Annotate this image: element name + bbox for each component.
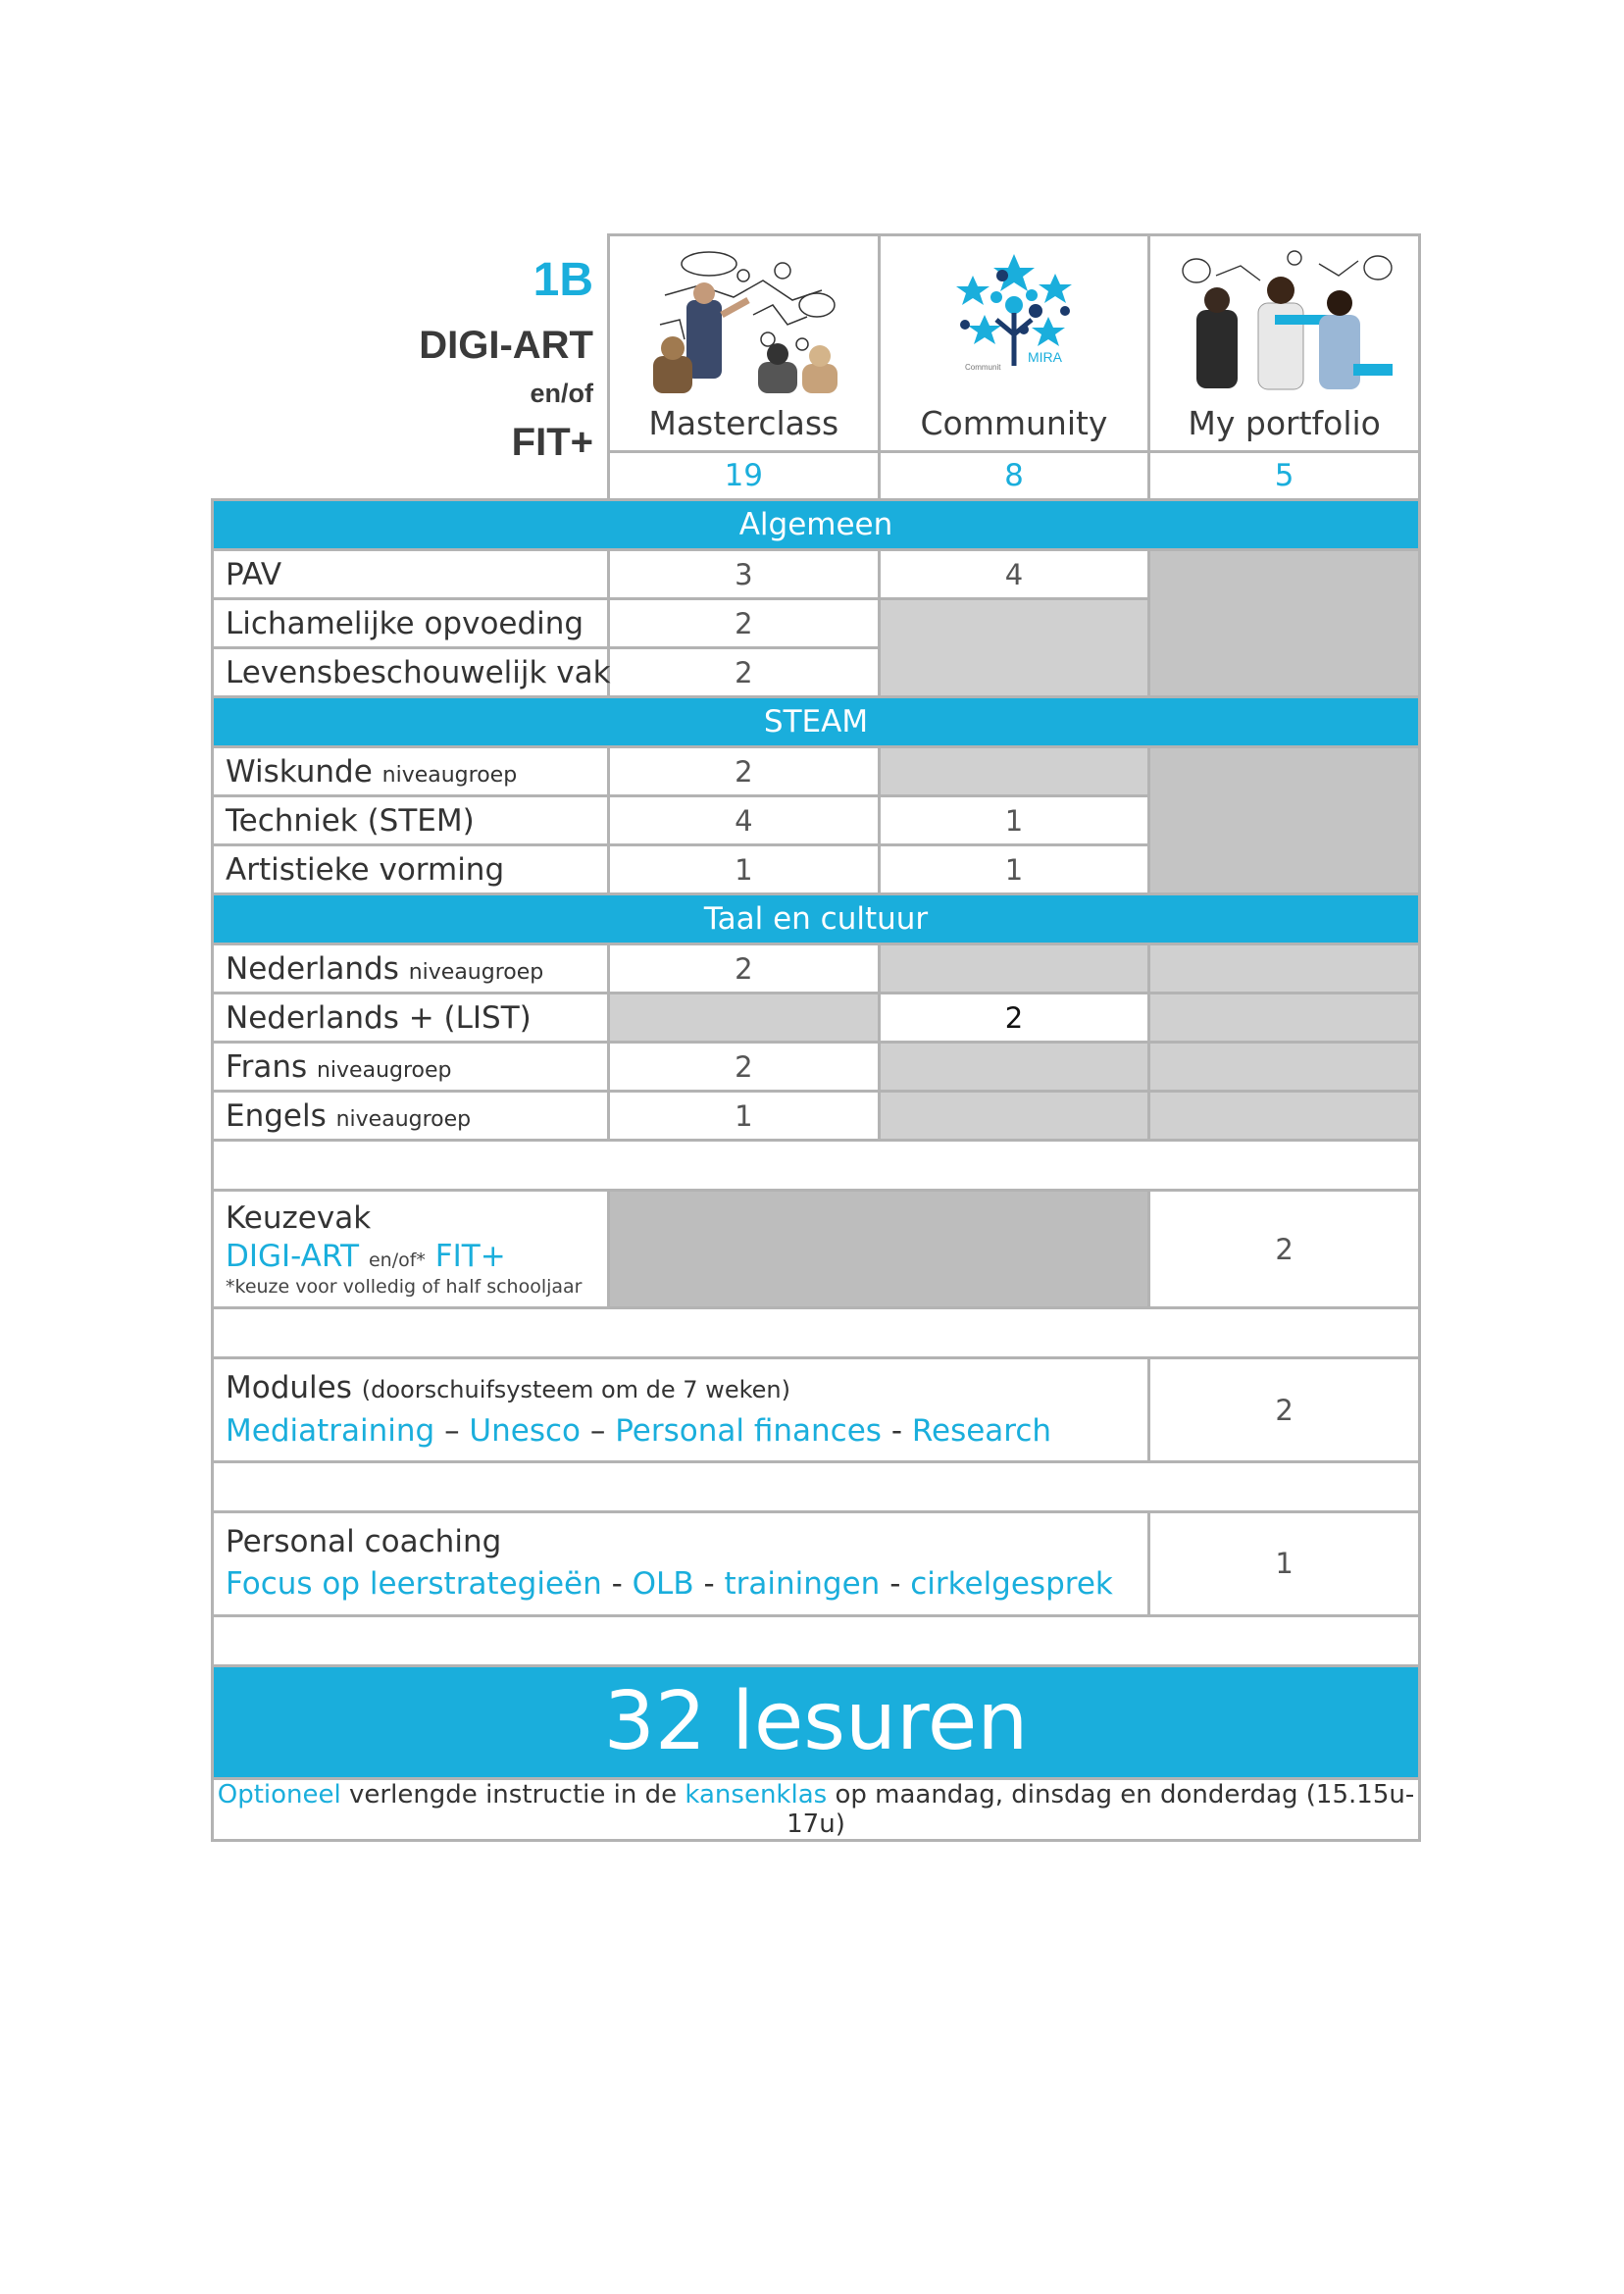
coaching-separator: - [611, 1566, 623, 1603]
subject-artistieke: Artistieke vorming [213, 845, 609, 894]
section-algemeen [213, 500, 1420, 550]
module-item: Unesco [469, 1412, 581, 1449]
option-separator: en/of* [368, 1249, 426, 1271]
value-masterclass: 2 [608, 599, 879, 648]
coaching-separator: - [889, 1566, 901, 1603]
value-community: 1 [879, 845, 1149, 894]
modules-title: Modules [226, 1370, 352, 1406]
footer-kansenklas: kansenklas [685, 1779, 828, 1810]
module-separator: – [589, 1412, 606, 1449]
hours-masterclass: 19 [608, 452, 879, 500]
modules-row [213, 1358, 1420, 1462]
value-community: 2 [879, 994, 1149, 1043]
table-row [213, 747, 1420, 796]
title-en-of: en/of [530, 378, 593, 408]
empty-cell [1149, 994, 1420, 1043]
total-row [213, 1665, 1420, 1778]
program-title [213, 235, 609, 500]
option-fit: FIT+ [434, 1238, 506, 1274]
keuzevak-hours: 2 [1149, 1191, 1420, 1308]
subject-wiskunde [213, 747, 609, 796]
subject-lo: Lichamelijke opvoeding [213, 599, 609, 648]
total-hours: 32 lesuren [213, 1665, 1420, 1778]
coaching-cell [213, 1512, 1149, 1616]
coaching-item: trainingen [724, 1566, 881, 1603]
spacer-row [213, 1141, 1420, 1191]
table-row [213, 944, 1420, 994]
section-title-steam: STEAM [213, 697, 1420, 747]
spacer-cell [213, 1615, 1420, 1665]
students-photo-image [1172, 246, 1397, 393]
track-portfolio [1149, 235, 1420, 452]
subject-note: niveaugroep [408, 959, 544, 985]
footer-text: op maandag, dinsdag en donderdag (15.15u-17u) [787, 1779, 1415, 1839]
empty-cell [1149, 550, 1420, 697]
subject-frans [213, 1043, 609, 1092]
value-masterclass: 3 [608, 550, 879, 599]
keuzevak-options [226, 1238, 595, 1276]
empty-cell [879, 944, 1149, 994]
keuzevak-row [213, 1191, 1420, 1308]
value-masterclass: 2 [608, 648, 879, 697]
spacer-cell [213, 1462, 1420, 1512]
empty-cell [879, 747, 1149, 796]
empty-cell [879, 599, 1149, 697]
spacer-row [213, 1308, 1420, 1358]
section-taal [213, 894, 1420, 944]
subject-label: Engels [226, 1097, 327, 1134]
table-row [213, 1043, 1420, 1092]
hours-community: 8 [879, 452, 1149, 500]
subject-note: niveaugroep [335, 1106, 472, 1132]
value-masterclass: 2 [608, 747, 879, 796]
table-row [213, 994, 1420, 1043]
coaching-item: cirkelgesprek [910, 1566, 1113, 1603]
subject-nederlands-list: Nederlands + (LIST) [213, 994, 609, 1043]
section-steam [213, 697, 1420, 747]
empty-cell [608, 994, 879, 1043]
footer-row [213, 1778, 1420, 1840]
header-row [213, 235, 1420, 452]
modules-hours: 2 [1149, 1358, 1420, 1462]
title-digi-art: DIGI-ART [419, 323, 593, 367]
footer-text: verlengde instructie in de [340, 1779, 685, 1810]
coaching-hours: 1 [1149, 1512, 1420, 1616]
subject-label: Wiskunde [226, 753, 373, 790]
empty-cell [1149, 747, 1420, 894]
empty-cell [1149, 1043, 1420, 1092]
value-community: 1 [879, 796, 1149, 845]
mira-community-logo-image [945, 246, 1083, 379]
subject-label: Frans [226, 1048, 308, 1085]
section-title-algemeen: Algemeen [213, 500, 1420, 550]
subject-note: niveaugroep [316, 1057, 452, 1083]
module-item: Research [911, 1412, 1052, 1449]
value-masterclass: 1 [608, 1092, 879, 1141]
empty-cell [1149, 1092, 1420, 1141]
schedule-sheet [211, 233, 1421, 1842]
module-item: Mediatraining [226, 1412, 435, 1449]
empty-cell [879, 1043, 1149, 1092]
subject-label: Nederlands [226, 950, 399, 987]
coaching-row [213, 1512, 1420, 1616]
spacer-row [213, 1615, 1420, 1665]
modules-cell [213, 1358, 1149, 1462]
value-community: 4 [879, 550, 1149, 599]
footer-note [213, 1778, 1420, 1840]
empty-cell [608, 1191, 1148, 1308]
title-fit: FIT+ [511, 420, 593, 464]
value-masterclass: 4 [608, 796, 879, 845]
empty-cell [1149, 944, 1420, 994]
track-masterclass [608, 235, 879, 452]
track-label-community: Community [920, 404, 1108, 442]
subject-techniek: Techniek (STEM) [213, 796, 609, 845]
coaching-separator: - [703, 1566, 715, 1603]
value-masterclass: 2 [608, 1043, 879, 1092]
keuzevak-title: Keuzevak [226, 1200, 372, 1236]
keuzevak-footnote: *keuze voor volledig of half schooljaar [226, 1275, 583, 1298]
svg-text:Communit: Communit [964, 363, 1001, 372]
track-community [879, 235, 1149, 452]
empty-cell [879, 1092, 1149, 1141]
svg-text:MIRA: MIRA [1027, 349, 1062, 365]
table-row [213, 1092, 1420, 1141]
module-item: Personal finances [615, 1412, 882, 1449]
track-label-masterclass: Masterclass [648, 404, 839, 442]
class-code: 1B [533, 253, 593, 306]
keuzevak-cell [213, 1191, 609, 1308]
coaching-title: Personal coaching [226, 1524, 502, 1560]
coaching-item: Focus op leerstrategieën [226, 1566, 602, 1603]
section-title-taal: Taal en cultuur [213, 894, 1420, 944]
module-separator: - [890, 1412, 902, 1449]
modules-heading [226, 1367, 1136, 1409]
footer-optional: Optioneel [217, 1779, 341, 1810]
coaching-item: OLB [632, 1566, 694, 1603]
schedule-table [211, 233, 1421, 1842]
classroom-photo-image [645, 246, 841, 393]
subject-note: niveaugroep [381, 762, 518, 788]
module-separator: – [444, 1412, 460, 1449]
subject-pav: PAV [213, 550, 609, 599]
spacer-row [213, 1462, 1420, 1512]
spacer-cell [213, 1141, 1420, 1191]
subject-lbv: Levensbeschouwelijk vak [213, 648, 609, 697]
coaching-list [226, 1563, 1136, 1606]
track-label-portfolio: My portfolio [1188, 404, 1381, 442]
modules-list [226, 1410, 1136, 1453]
modules-note: (doorschuifsysteem om de 7 weken) [361, 1376, 790, 1404]
spacer-cell [213, 1308, 1420, 1358]
subject-nederlands [213, 944, 609, 994]
hours-portfolio: 5 [1149, 452, 1420, 500]
value-masterclass: 2 [608, 944, 879, 994]
table-row [213, 550, 1420, 599]
subject-engels [213, 1092, 609, 1141]
value-masterclass: 1 [608, 845, 879, 894]
option-digi-art: DIGI-ART [226, 1238, 360, 1274]
